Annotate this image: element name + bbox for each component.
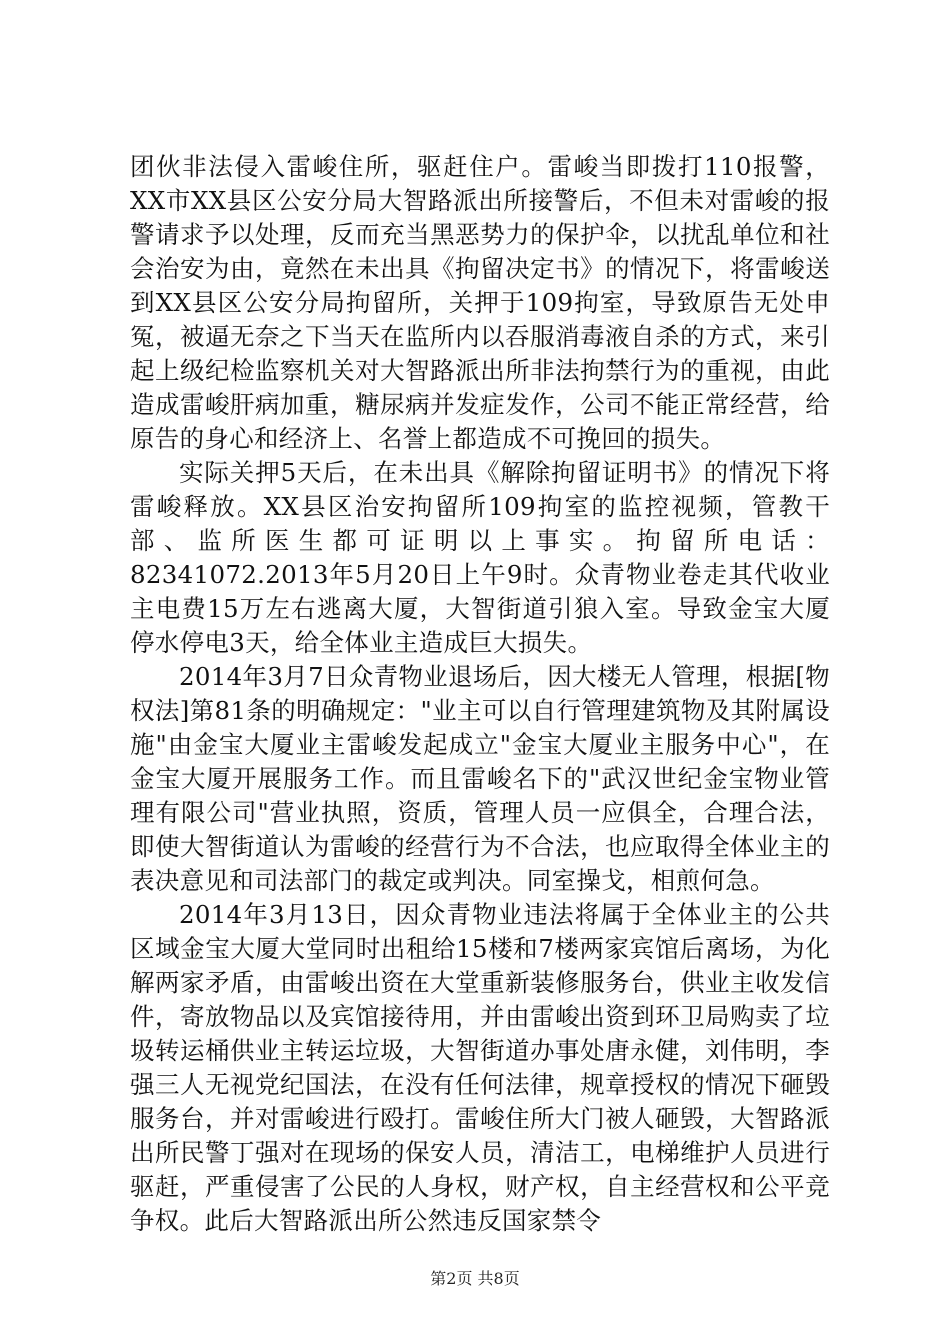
document-body [130,150,830,1238]
paragraph-1: 团伙非法侵入雷峻住所，驱赶住户。雷峻当即拨打110报警，XX市XX县区公安分局大智路派出所接警后，不但未对雷峻的报警请求予以处理，反而充当黑恶势力的保护伞，以扰乱单位和社会治安为由，竟然在未出具《拘留决定书》的情况下，将雷峻送到XX县区公安分局拘留所，关押于109拘室，导致原告无处申冤，被逼无奈之下当天在监所内以吞服消毒液自杀的方式，来引起上级纪检监察机关对大智路派出所非法拘禁行为的重视，由此造成雷峻肝病加重，糖尿病并发症发作，公司不能正常经营，给原告的身心和经济上、名誉上都造成不可挽回的损失。 [130,152,831,453]
paragraph-2: 实际关押5天后，在未出具《解除拘留证明书》的情况下将雷峻释放。XX县区治安拘留所109拘室的监控视频，管教干部、监所医生都可证明以上事实。拘留所电话：82341072.2013年5月20日上午9时。众青物业卷走其代收业主电费15万左右逃离大厦，大智街道引狼入室。导致金宝大厦停水停电3天，给全体业主造成巨大损失。 [130,458,830,657]
paragraph-4: 2014年3月13日，因众青物业违法将属于全体业主的公共区域金宝大厦大堂同时出租给15楼和7楼两家宾馆后离场，为化解两家矛盾，由雷峻出资在大堂重新装修服务台，供业主收发信件，寄放物品以及宾馆接待用，并由雷峻出资到环卫局购卖了垃圾转运桶供业主转运垃圾，大智街道办事处唐永健，刘伟明，李强三人无视党纪国法，在没有任何法律，规章授权的情况下砸毁服务台，并对雷峻进行殴打。雷峻住所大门被人砸毁，大智路派出所民警丁强对在现场的保安人员，清洁工，电梯维护人员进行驱赶，严重侵害了公民的人身权，财产权，自主经营权和公平竞争权。此后大智路派出所公然违反国家禁令 [130,900,830,1235]
paragraph-3: 2014年3月7日众青物业退场后，因大楼无人管理，根据[物权法]第81条的明确规定："业主可以自行管理建筑物及其附属设施"由金宝大厦业主雷峻发起成立"金宝大厦业主服务中心"，在金宝大厦开展服务工作。而且雷峻名下的"武汉世纪金宝物业管理有限公司"营业执照，资质，管理人员一应俱全，合理合法，即使大智街道认为雷峻的经营行为不合法，也应取得全体业主的表决意见和司法部门的裁定或判决。同室操戈，相煎何急。 [130,662,830,895]
page-number-footer: 第2页 共8页 [430,1269,520,1288]
